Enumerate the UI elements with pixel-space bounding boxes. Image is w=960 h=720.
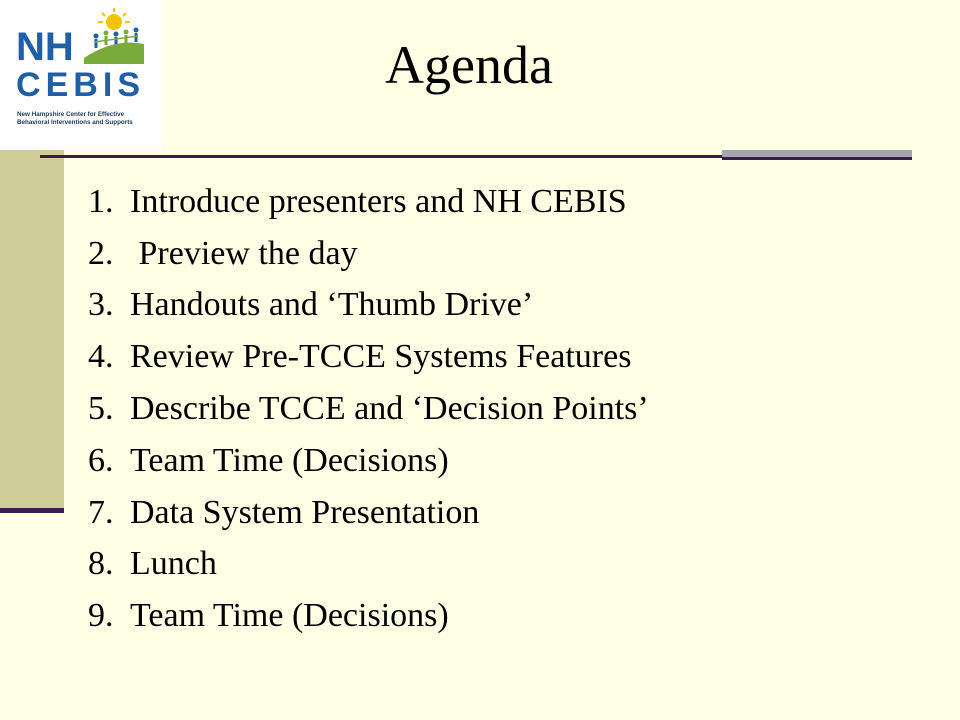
agenda-item-number: 2. (88, 234, 114, 272)
logo-cebis-text: CEBIS (16, 66, 140, 104)
agenda-item-text: Review Pre-TCCE Systems Features (130, 338, 632, 376)
agenda-item-number: 3. (88, 286, 114, 324)
agenda-list (88, 176, 928, 642)
agenda-item (88, 590, 928, 642)
agenda-item (88, 176, 928, 228)
left-side-accent-line (0, 508, 64, 513)
agenda-item-text: Lunch (130, 545, 217, 583)
agenda-item-number: 9. (88, 597, 114, 635)
logo-tagline-2: Behavioral Interventions and Supports (17, 119, 133, 126)
logo-panel (0, 0, 162, 150)
agenda-item-number: 5. (88, 390, 114, 428)
logo-nh-text: NH (16, 25, 74, 69)
agenda-item (88, 280, 928, 332)
sun-icon (98, 8, 130, 30)
agenda-item-text: Team Time (Decisions) (130, 441, 449, 479)
title-rule (40, 155, 722, 158)
agenda-item-number: 6. (88, 441, 114, 479)
agenda-item-number: 8. (88, 545, 114, 583)
agenda-item (88, 228, 928, 280)
agenda-item-text: Describe TCCE and ‘Decision Points’ (130, 390, 649, 428)
agenda-item-number: 7. (88, 493, 114, 531)
nh-cebis-logo (14, 8, 148, 138)
logo-tagline-1: New Hampshire Center for Effective (17, 111, 125, 118)
agenda-item-text: Preview the day (130, 234, 358, 272)
agenda-item (88, 435, 928, 487)
agenda-item (88, 487, 928, 539)
left-side-bar (0, 150, 64, 510)
agenda-item (88, 383, 928, 435)
agenda-item-number: 1. (88, 182, 114, 220)
agenda-item-number: 4. (88, 338, 114, 376)
agenda-item-text: Handouts and ‘Thumb Drive’ (130, 286, 534, 324)
agenda-item (88, 331, 928, 383)
hill-icon (84, 43, 144, 64)
agenda-item-text: Team Time (Decisions) (130, 597, 449, 635)
agenda-item-text: Introduce presenters and NH CEBIS (130, 182, 627, 220)
agenda-item-text: Data System Presentation (130, 493, 480, 531)
slide-title: Agenda (385, 35, 553, 95)
agenda-item (88, 539, 928, 591)
title-rule-right (722, 157, 912, 160)
